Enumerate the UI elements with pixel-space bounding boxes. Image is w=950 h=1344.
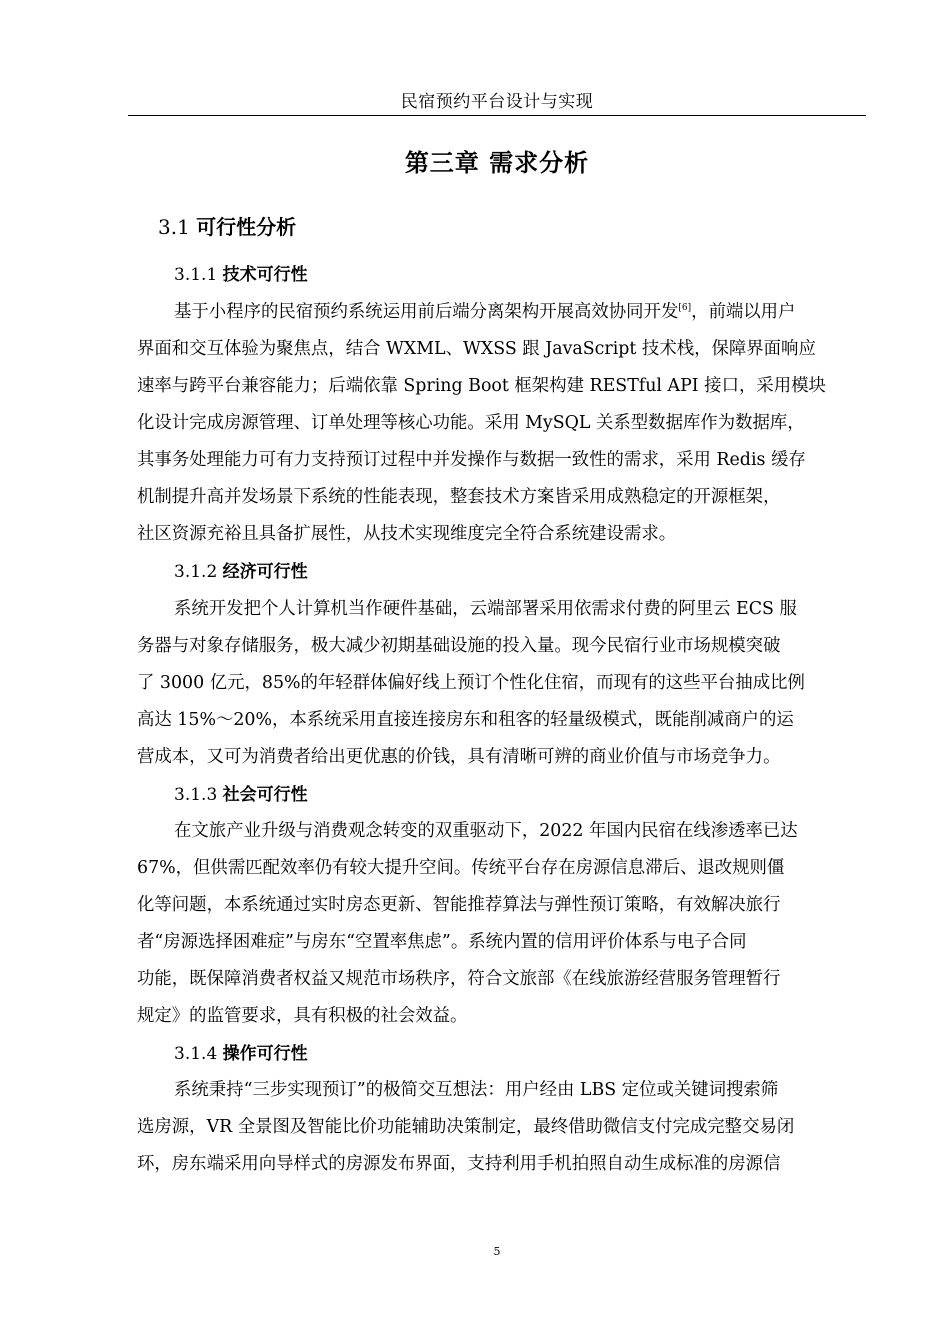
- paragraph-line: 系统开发把个人计算机当作硬件基础，云端部署采用依需求付费的阿里云 ECS 服: [174, 599, 797, 619]
- paragraph-line: [137, 294, 859, 331]
- section-title-text: 可行性分析: [196, 215, 297, 239]
- paragraph-line: 了 3000 亿元，85%的年轻群体偏好线上预订个性化住宿，而现有的这些平台抽成比例: [137, 673, 805, 693]
- subsection-heading-technical: [174, 262, 308, 288]
- paragraph-line: 高达 15%～20%，本系统采用直接连接房东和租客的轻量级模式，既能削减商户的运: [137, 710, 794, 730]
- subsection-heading-social: [174, 782, 308, 808]
- paragraph-line: 务器与对象存储服务，极大减少初期基础设施的投入量。现今民宿行业市场规模突破: [137, 636, 781, 656]
- subsection-title-text: 操作可行性: [222, 1044, 308, 1064]
- paragraph-line: 选房源，VR 全景图及智能比价功能辅助决策制定，最终借助微信支付完成完整交易闭: [137, 1117, 795, 1137]
- subsection-title-text: 经济可行性: [222, 562, 308, 582]
- subsection-title-text: 技术可行性: [222, 265, 308, 285]
- subsection-heading-operational: [174, 1041, 308, 1067]
- section-heading: [158, 212, 296, 242]
- subsection-title-text: 社会可行性: [222, 785, 308, 805]
- paragraph-line: 化设计完成房源管理、订单处理等核心功能。采用 MySQL 关系型数据库作为数据库，: [137, 413, 805, 433]
- subsection-number: 3.1.3: [174, 785, 218, 805]
- page-number: 5: [493, 1245, 501, 1258]
- line-text: 基于小程序的民宿预约系统运用前后端分离架构开展高效协同开发: [174, 302, 679, 322]
- paragraph-line: 速率与跨平台兼容能力；后端依靠 Spring Boot 框架构建 RESTful API 接口，采用模块: [137, 376, 826, 396]
- subsection-number: 3.1.4: [174, 1044, 218, 1064]
- paragraph-line: 规定》的监管要求，具有积极的社会效益。: [137, 1006, 468, 1026]
- paragraph-line: 机制提升高并发场景下系统的性能表现，整套技术方案皆采用成熟稳定的开源框架，: [137, 487, 781, 507]
- subsection-heading-economic: [174, 559, 308, 585]
- paragraph-line: 社区资源充裕且具备扩展性，从技术实现维度完全符合系统建设需求。: [137, 524, 677, 544]
- paragraph-line: 功能，既保障消费者权益又规范市场秩序，符合文旅部《在线旅游经营服务管理暂行: [137, 969, 781, 989]
- line-text: ，前端以用户: [691, 302, 796, 322]
- paragraph-line: 环，房东端采用向导样式的房源发布界面，支持利用手机拍照自动生成标准的房源信: [137, 1154, 781, 1174]
- paragraph-line: 其事务处理能力可有力支持预订过程中并发操作与数据一致性的需求，采用 Redis 缓存: [137, 450, 806, 470]
- paragraph-line: 者“房源选择困难症”与房东“空置率焦虑”。系统内置的信用评价体系与电子合同: [137, 932, 747, 952]
- paragraph-operational: [137, 1072, 859, 1183]
- paragraph-line: 系统秉持“三步实现预订”的极简交互想法：用户经由 LBS 定位或关键词搜索筛: [174, 1080, 779, 1100]
- paragraph-economic: [137, 591, 859, 776]
- subsection-number: 3.1.2: [174, 562, 218, 582]
- paragraph-line: 67%，但供需匹配效率仍有较大提升空间。传统平台存在房源信息滞后、退改规则僵: [137, 858, 785, 878]
- subsection-number: 3.1.1: [174, 265, 218, 285]
- section-number: 3.1: [158, 215, 190, 239]
- chapter-title: 第三章 需求分析: [404, 149, 590, 177]
- running-header: 民宿预约平台设计与实现: [400, 92, 594, 112]
- paragraph-technical: [137, 294, 859, 553]
- header-divider: [128, 115, 866, 116]
- paragraph-line: 化等问题，本系统通过实时房态更新、智能推荐算法与弹性预订策略，有效解决旅行: [137, 895, 781, 915]
- paragraph-line: 界面和交互体验为聚焦点，结合 WXML、WXSS 跟 JavaScript 技术栈，保障界面响应: [137, 339, 816, 359]
- paragraph-social: [137, 813, 859, 1035]
- paragraph-line: 在文旅产业升级与消费观念转变的双重驱动下，2022 年国内民宿在线渗透率已达: [174, 821, 798, 841]
- paragraph-line: 营成本，又可为消费者给出更优惠的价钱，具有清晰可辨的商业价值与市场竞争力。: [137, 747, 781, 767]
- citation-marker: [6]: [678, 303, 692, 314]
